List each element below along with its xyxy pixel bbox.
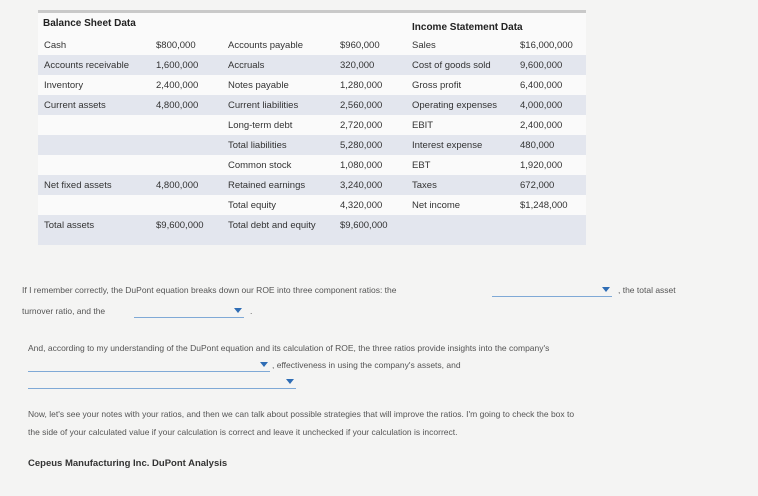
income-value: 4,000,000 bbox=[520, 100, 563, 111]
dupont-analysis-title: Cepeus Manufacturing Inc. DuPont Analysis bbox=[28, 458, 228, 469]
paragraph-1 bbox=[22, 281, 397, 299]
income-label: Cost of goods sold bbox=[412, 60, 491, 71]
p1-text-d: . bbox=[250, 306, 253, 316]
table-footer-band bbox=[38, 235, 586, 245]
chevron-down-icon bbox=[260, 362, 268, 367]
liability-label: Accruals bbox=[228, 60, 265, 71]
p1-text-a: If I remember correctly, the DuPont equation breaks down our ROE into three component ratios: the bbox=[22, 285, 397, 295]
p2-text-a: And, according to my understanding of the DuPont equation and its calculation of ROE, the three ratios provide insights into the company's bbox=[28, 343, 550, 353]
p1-text-c: turnover ratio, and the bbox=[22, 306, 106, 316]
income-label: EBIT bbox=[412, 120, 434, 131]
income-value: 480,000 bbox=[520, 140, 555, 151]
income-value: 672,000 bbox=[520, 180, 555, 191]
asset-label: Total assets bbox=[44, 220, 95, 231]
table-row bbox=[38, 175, 586, 195]
table-row bbox=[38, 75, 586, 95]
asset-value: 4,800,000 bbox=[156, 100, 199, 111]
liability-label: Total liabilities bbox=[228, 140, 287, 151]
asset-label: Net fixed assets bbox=[44, 180, 112, 191]
income-label: Sales bbox=[412, 40, 436, 51]
p1-text-c-wrap bbox=[22, 302, 105, 320]
table-row bbox=[38, 115, 586, 135]
balance-sheet-title: Balance Sheet Data bbox=[43, 18, 136, 29]
asset-value: 4,800,000 bbox=[156, 180, 199, 191]
liability-value: $9,600,000 bbox=[340, 220, 388, 231]
liability-value: 2,560,000 bbox=[340, 100, 383, 111]
dropdown-insight-3[interactable] bbox=[28, 378, 296, 389]
income-label: Net income bbox=[412, 200, 461, 211]
liability-value: 4,320,000 bbox=[340, 200, 383, 211]
asset-label: Accounts receivable bbox=[44, 60, 130, 71]
p1-text-d-wrap bbox=[250, 302, 252, 320]
liability-value: 5,280,000 bbox=[340, 140, 383, 151]
paragraph-3b bbox=[28, 423, 457, 441]
income-value: 6,400,000 bbox=[520, 80, 563, 91]
table-row bbox=[38, 55, 586, 75]
income-label: Taxes bbox=[412, 180, 437, 191]
income-label: Gross profit bbox=[412, 80, 462, 91]
table-row bbox=[38, 95, 586, 115]
table-header bbox=[38, 13, 586, 35]
p1-text-b: , the total asset bbox=[618, 285, 676, 295]
p2-text-b-wrap bbox=[272, 356, 461, 374]
income-value: 9,600,000 bbox=[520, 60, 563, 71]
liability-value: $960,000 bbox=[340, 40, 380, 51]
paragraph-3 bbox=[28, 405, 574, 423]
asset-value: $800,000 bbox=[156, 40, 196, 51]
income-value: 1,920,000 bbox=[520, 160, 563, 171]
liability-value: 320,000 bbox=[340, 60, 375, 71]
chevron-down-icon bbox=[602, 287, 610, 292]
income-label: EBT bbox=[412, 160, 431, 171]
table-row bbox=[38, 195, 586, 215]
liability-value: 1,280,000 bbox=[340, 80, 383, 91]
liability-label: Common stock bbox=[228, 160, 292, 171]
liability-label: Accounts payable bbox=[228, 40, 303, 51]
liability-value: 3,240,000 bbox=[340, 180, 383, 191]
dropdown-component-ratio-3[interactable] bbox=[134, 307, 244, 318]
financial-data-table bbox=[38, 10, 586, 245]
liability-label: Current liabilities bbox=[228, 100, 299, 111]
income-label: Operating expenses bbox=[412, 100, 498, 111]
p3-text-b: the side of your calculated value if your calculation is correct and leave it unchecked if your calculation is incorrect. bbox=[28, 427, 458, 437]
asset-value: $9,600,000 bbox=[156, 220, 204, 231]
liability-label: Retained earnings bbox=[228, 180, 306, 191]
income-value: 2,400,000 bbox=[520, 120, 563, 131]
dropdown-insight-1[interactable] bbox=[28, 361, 270, 372]
income-value: $16,000,000 bbox=[520, 40, 573, 51]
income-statement-title: Income Statement Data bbox=[412, 22, 523, 33]
table-row bbox=[38, 155, 586, 175]
table-row bbox=[38, 215, 586, 235]
liability-label: Long-term debt bbox=[228, 120, 293, 131]
income-label: Interest expense bbox=[412, 140, 483, 151]
table-row bbox=[38, 35, 586, 55]
table-row bbox=[38, 135, 586, 155]
dropdown-component-ratio-1[interactable] bbox=[492, 286, 612, 297]
asset-label: Inventory bbox=[44, 80, 84, 91]
liability-label: Notes payable bbox=[228, 80, 289, 91]
chevron-down-icon bbox=[286, 379, 294, 384]
liability-label: Total debt and equity bbox=[228, 220, 316, 231]
asset-value: 2,400,000 bbox=[156, 80, 199, 91]
p3-text-a: Now, let's see your notes with your ratios, and then we can talk about possible strategies that will improve the ratios. I'm going to check the box to bbox=[28, 409, 575, 419]
chevron-down-icon bbox=[234, 308, 242, 313]
income-value: $1,248,000 bbox=[520, 200, 568, 211]
table-body bbox=[38, 35, 586, 235]
asset-label: Cash bbox=[44, 40, 67, 51]
asset-value: 1,600,000 bbox=[156, 60, 199, 71]
liability-label: Total equity bbox=[228, 200, 277, 211]
asset-label: Current assets bbox=[44, 100, 106, 111]
p2-text-b: , effectiveness in using the company's assets, and bbox=[272, 360, 461, 370]
paragraph-2 bbox=[28, 339, 549, 357]
liability-value: 1,080,000 bbox=[340, 160, 383, 171]
p1-text-b-wrap bbox=[618, 281, 676, 299]
liability-value: 2,720,000 bbox=[340, 120, 383, 131]
